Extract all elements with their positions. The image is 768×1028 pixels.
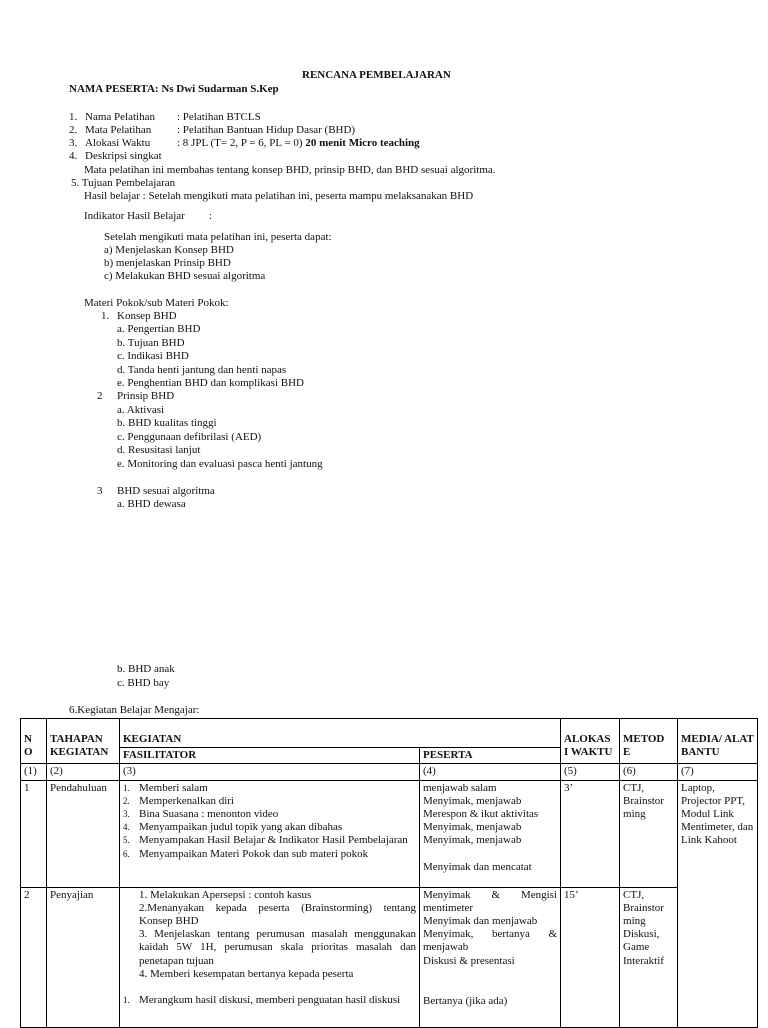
index-cell: (1) bbox=[21, 764, 47, 780]
indicator-b: b) menjelaskan Prinsip BHD bbox=[104, 257, 231, 269]
row-tahapan: Penyajian bbox=[47, 887, 120, 1027]
table-row bbox=[21, 780, 758, 887]
materi-3-sub: a. BHD dewasa bbox=[117, 498, 186, 510]
row-number: 1 bbox=[21, 780, 47, 887]
item-2: 2. Mata Pelatihan : Pelatihan Bantuan Hidup Dasar (BHD) bbox=[69, 124, 356, 136]
row-media: Laptop, Projector PPT, Modul Link Mentimeter, dan Link Kahoot bbox=[678, 780, 758, 1027]
materi-2-sub: c. Penggunaan defibrilasi (AED) bbox=[117, 431, 262, 443]
row-number: 2 bbox=[21, 887, 47, 1027]
list-item: 4. Menyampaikan judul topik yang akan dibahas bbox=[123, 821, 343, 834]
materi-1-sub: d. Tanda henti jantung dan henti napas bbox=[117, 364, 287, 376]
index-cell: (6) bbox=[620, 764, 678, 780]
table-index-row bbox=[21, 764, 758, 780]
item-3: 3. Alokasi Waktu : 8 JPL (T= 2, P = 6, PL = 0) 20 menit Micro teaching bbox=[69, 137, 420, 149]
list-item: 5. Menyampakan Hasil Belajar & Indikator Hasil Pembelajaran bbox=[123, 834, 408, 847]
indicator-a: a) Menjelaskan Konsep BHD bbox=[104, 244, 234, 256]
header-media: MEDIA/ ALAT BANTU bbox=[678, 719, 758, 764]
list-item: 6. Menyampaikan Materi Pokok dan sub materi pokok bbox=[123, 847, 369, 860]
materi-2-sub: d. Resusitasi lanjut bbox=[117, 444, 201, 456]
materi-1-title: 1. Konsep BHD bbox=[101, 310, 177, 322]
row-fasilitator bbox=[120, 780, 420, 887]
materi-2-sub: e. Monitoring dan evaluasi pasca henti jantung bbox=[117, 458, 323, 470]
row-fasilitator: 1. Melakukan Apersepsi : contoh kasus 2.Menanyakan kepada peserta (Brainstorming) tentang Konsep BHD 3. Menjelaskan tentang perumusan masalah menggunakan kaidah 5W 1H, perumusan skala prioritas masalah dan penetapan tujuan 4. Memberi kesempatan bertanya kepada peserta 1. Merangkum hasil diskusi, memberi penguatan hasil diskusi bbox=[120, 887, 420, 1027]
header-fasilitator: FASILITATOR bbox=[120, 748, 420, 764]
list-item: 1. Memberi salam bbox=[123, 781, 208, 794]
materi-1-sub: a. Pengertian BHD bbox=[117, 323, 201, 335]
header-alokasi: ALOKAS I WAKTU bbox=[561, 719, 620, 764]
materi-3-title: 3 BHD sesuai algoritma bbox=[97, 485, 215, 497]
description: Mata pelatihan ini membahas tentang konsep BHD, prinsip BHD, dan BHD sesuai algoritma. bbox=[84, 164, 496, 176]
indicator-intro: Setelah mengikuti mata pelatihan ini, peserta dapat: bbox=[104, 231, 332, 243]
indicator-c: c) Melakukan BHD sesuai algoritma bbox=[104, 270, 266, 282]
participant-label: NAMA PESERTA: bbox=[69, 83, 159, 95]
participant-name: Ns Dwi Sudarman S.Kep bbox=[161, 83, 279, 95]
table-row bbox=[21, 887, 758, 1027]
materi-1-sub: c. Indikasi BHD bbox=[117, 350, 189, 362]
materi-1-sub: e. Penghentian BHD dan komplikasi BHD bbox=[117, 377, 304, 389]
row-metode: CTJ, Brainstor ming bbox=[620, 780, 678, 887]
materi-3-sub: b. BHD anak bbox=[117, 663, 175, 675]
index-cell: (5) bbox=[561, 764, 620, 780]
row-waktu: 3’ bbox=[561, 780, 620, 887]
document-title: RENCANA PEMBELAJARAN bbox=[302, 69, 451, 81]
row-tahapan: Pendahuluan bbox=[47, 780, 120, 887]
list-item: 3. Bina Suasana : menonton video bbox=[123, 808, 279, 821]
row-waktu: 15’ bbox=[561, 887, 620, 1027]
item-4: 4. Deskripsi singkat bbox=[69, 150, 162, 162]
header-peserta: PESERTA bbox=[420, 748, 561, 764]
row-peserta: Menyimak & Mengisi mentimeter Menyimak dan menjawab Menyimak, bertanya & menjawab Diskusi & presentasi Bertanya (jika ada) bbox=[420, 887, 561, 1027]
index-cell: (2) bbox=[47, 764, 120, 780]
list-item: 1. Merangkum hasil diskusi, memberi penguatan hasil diskusi bbox=[123, 994, 401, 1007]
table-header-row bbox=[21, 719, 758, 748]
index-cell: (4) bbox=[420, 764, 561, 780]
row-peserta: menjawab salam Menyimak, menjawab Merespon & ikut aktivitas Menyimak, menjawab Menyimak, menjawab Menyimak dan mencatat bbox=[420, 780, 561, 887]
kbm-heading: 6.Kegiatan Belajar Mengajar: bbox=[69, 704, 200, 716]
item-1: 1. Nama Pelatihan : Pelatihan BTCLS bbox=[69, 111, 261, 123]
list-item: 2. Memperkenalkan diri bbox=[123, 794, 234, 807]
materi-1-sub: b. Tujuan BHD bbox=[117, 337, 185, 349]
header-metode: METOD E bbox=[620, 719, 678, 764]
header-kegiatan: KEGIATAN bbox=[120, 719, 561, 748]
materi-2-sub: a. Aktivasi bbox=[117, 404, 165, 416]
materi-3-sub: c. BHD bay bbox=[117, 677, 170, 689]
row-metode: CTJ, Brainstor ming Diskusi, Game Interaktif bbox=[620, 887, 678, 1027]
indicator-heading: Indikator Hasil Belajar : bbox=[84, 210, 212, 222]
materi-2-sub: b. BHD kualitas tinggi bbox=[117, 417, 217, 429]
header-no: N O bbox=[21, 719, 47, 764]
header-tahapan: TAHAPAN KEGIATAN bbox=[47, 719, 120, 764]
index-cell: (3) bbox=[120, 764, 420, 780]
goal-text: Hasil belajar : Setelah mengikuti mata pelatihan ini, peserta mampu melaksanakan BHD bbox=[84, 190, 474, 202]
index-cell: (7) bbox=[678, 764, 758, 780]
participant-line bbox=[69, 83, 279, 96]
materi-2-title: 2 Prinsip BHD bbox=[97, 390, 175, 402]
goal-heading: 5. Tujuan Pembelajaran bbox=[71, 177, 176, 189]
activity-table bbox=[20, 718, 758, 1028]
materi-heading: Materi Pokok/sub Materi Pokok: bbox=[84, 297, 229, 309]
